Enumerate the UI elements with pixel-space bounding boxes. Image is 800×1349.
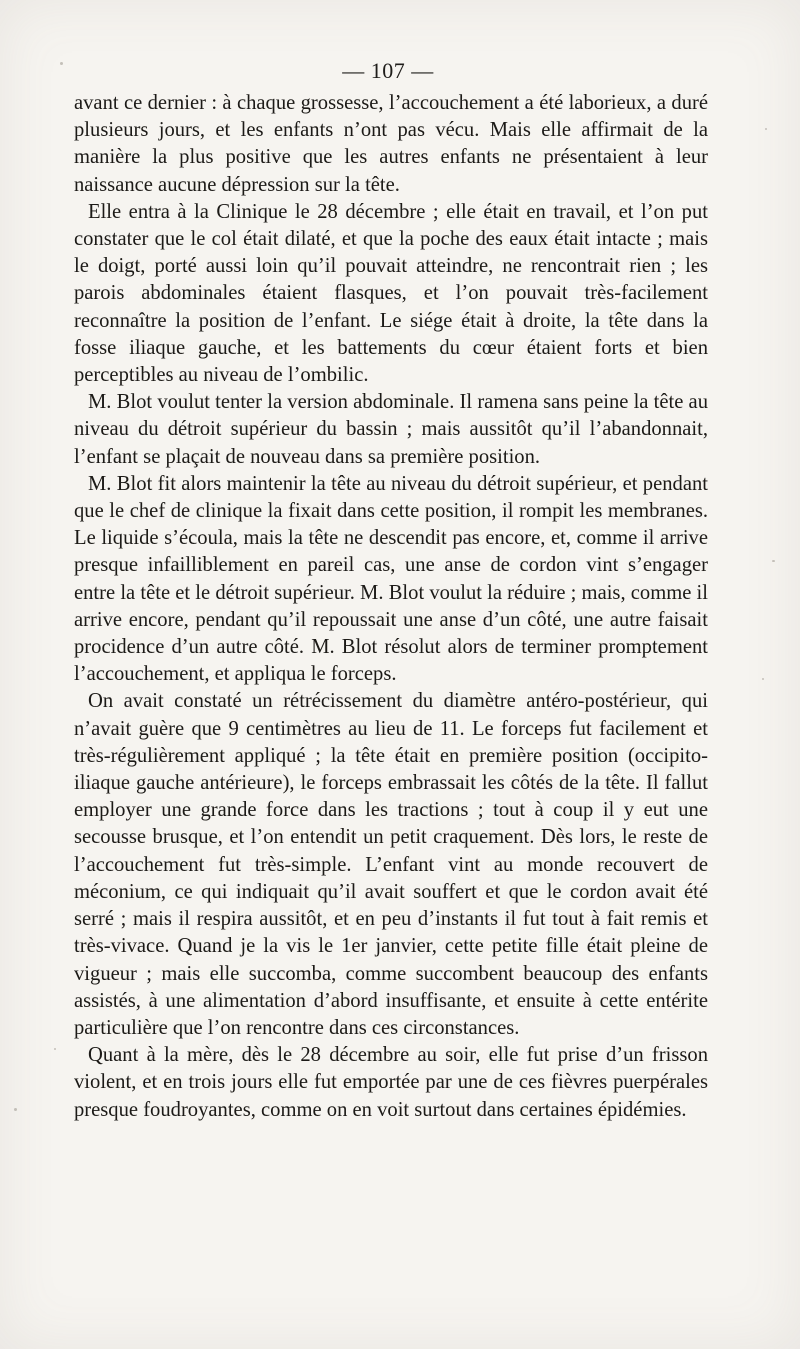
- paper-speck: [762, 678, 764, 680]
- paragraph: M. Blot voulut tenter la version abdominale. Il ramena sans peine la tête au niveau du détroit supérieur du bassin ; mais aussitôt qu’il l’abandonnait, l’enfant se plaçait de nouveau dans sa première position.: [74, 391, 708, 468]
- paper-speck: [772, 560, 775, 562]
- paper-speck: [54, 1048, 56, 1050]
- paper-speck: [60, 62, 63, 65]
- paragraph: M. Blot fit alors maintenir la tête au niveau du détroit supérieur, et pendant que le chef de clinique la fixait dans cette position, il rompit les membranes. Le liquide s’écoula, mais la tête ne descendit pas encore, et, comme il arrive presque infailliblement en pareil cas, une anse de cordon vint s’engager entre la tête et le détroit supérieur. M. Blot voulut la réduire ; mais, comme il arrive encore, pendant qu’il repoussait une anse d’un côté, une autre faisait procidence d’un autre côté. M. Blot résolut alors de terminer promptement l’accouchement, et appliqua le forceps.: [74, 472, 708, 686]
- paragraph: Elle entra à la Clinique le 28 décembre ; elle était en travail, et l’on put constater que le col était dilaté, et que la poche des eaux était intacte ; mais le doigt, porté aussi loin qu’il pouvait atteindre, ne rencontrait rien ; les parois abdominales étaient flasques, et l’on pouvait très-facilement reconnaître la position de l’enfant. Le siége était à droite, la tête dans la fosse iliaque gauche, et les battements du cœur étaient forts et bien perceptibles au niveau de l’ombilic.: [74, 200, 708, 387]
- paragraph: On avait constaté un rétrécissement du diamètre antéro-postérieur, qui n’avait guère que 9 centimètres au lieu de 11. Le forceps fut facilement et très-régulièrement appliqué ; la tête était en première position (occipito-iliaque gauche antérieure), le forceps embrassait les côtés de la tête. Il fallut employer une grande force dans les tractions ; tout à coup il y eut une secousse brusque, et l’on entendit un petit craquement. Dès lors, le reste de l’accouchement fut très-simple. L’enfant vint au monde recouvert de méconium, ce qui indiquait qu’il avait souffert et que le cordon avait été serré ; mais il respira aussitôt, et en peu d’instants il fut tout à fait remis et très-vivace. Quand je la vis le 1er janvier, cette petite fille était pleine de vigueur ; mais elle succomba, comme succombent beaucoup des enfants assistés, à une alimentation d’abord insuffisante, et ensuite à cette entérite particulière que l’on rencontre dans ces circonstances.: [74, 690, 708, 1039]
- paragraph: avant ce dernier : à chaque grossesse, l’accouchement a été laborieux, a duré plusieurs jours, et les enfants n’ont pas vécu. Mais elle affirmait de la manière la plus positive que les autres enfants ne présentaient à leur naissance aucune dépression sur la tête.: [74, 92, 708, 196]
- paper-speck: [765, 128, 767, 130]
- paragraph: Quant à la mère, dès le 28 décembre au soir, elle fut prise d’un frisson violent, et en trois jours elle fut emportée par une de ces fièvres puerpérales presque foudroyantes, comme on en voit surtout dans certaines épidémies.: [74, 1044, 708, 1121]
- page-number: — 107 —: [342, 58, 434, 83]
- paper-speck: [14, 1108, 17, 1111]
- body-text: [74, 90, 708, 1124]
